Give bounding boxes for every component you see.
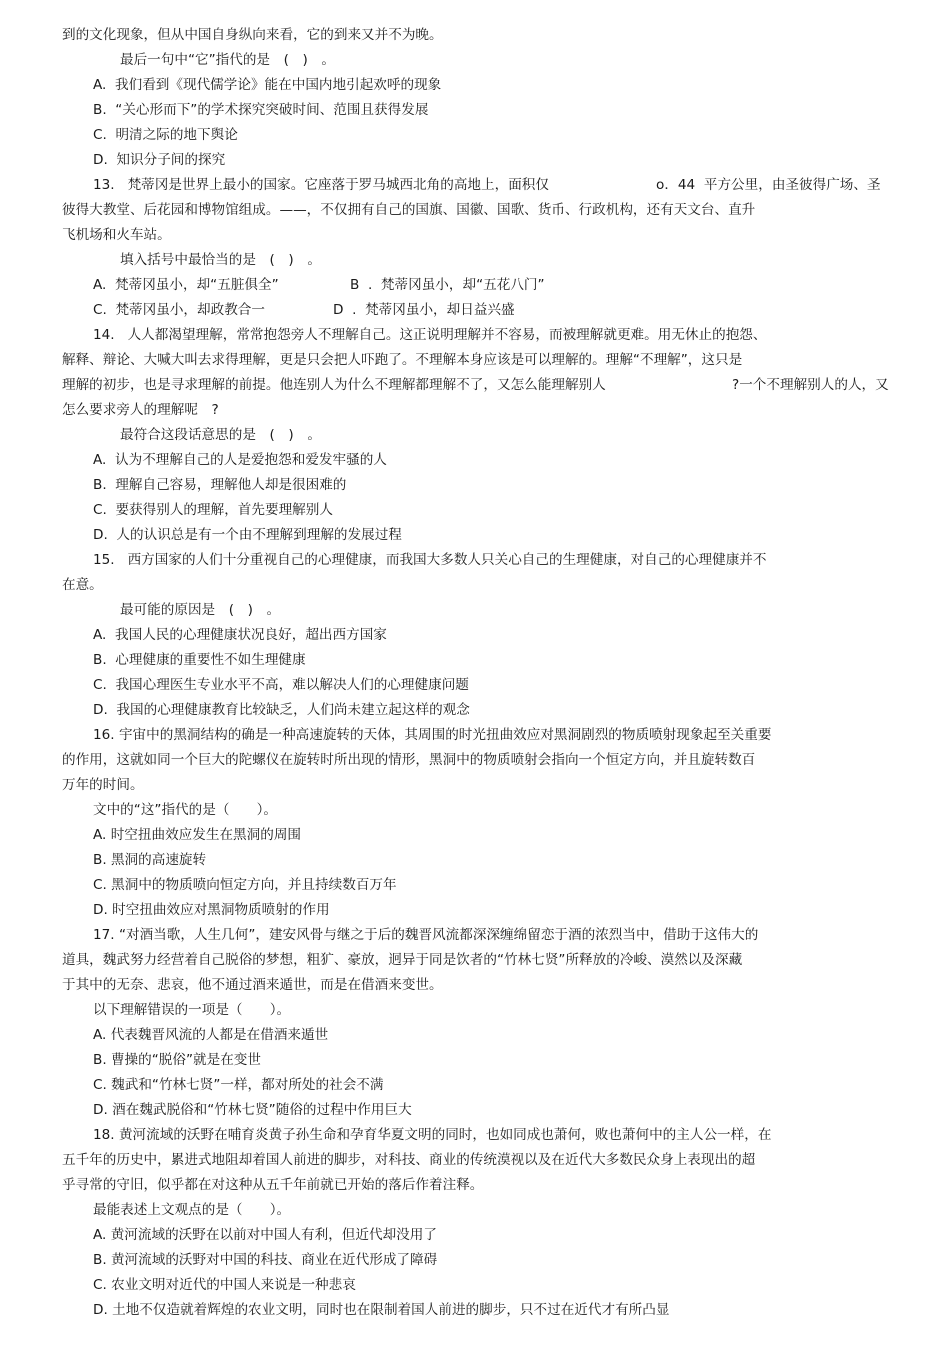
question-13-line: 13. 梵蒂冈是世界上最小的国家。它座落于罗马城西北角的高地上，面积仅: [93, 177, 549, 193]
option-d: D. 酒在魏武脱俗和“竹林七贤”随俗的过程中作用巨大: [93, 1102, 412, 1118]
question-prompt: 最能表述上文观点的是（ ）。: [93, 1202, 291, 1218]
option-b: B. 黑洞的高速旋转: [93, 852, 207, 868]
option-b: B. 黄河流域的沃野对中国的科技、商业在近代形成了障碍: [93, 1252, 438, 1268]
paragraph-line: 理解的初步，也是寻求理解的前提。他连别人为什么不理解都理解不了，又怎么能理解别人: [62, 377, 606, 393]
paragraph-line: 五千年的历史中，累进式地阻却着国人前进的脚步，对科技、商业的传统漠视以及在近代大多数民众身上表现出的超: [62, 1152, 756, 1168]
paragraph-line: 解释、辩论、大喊大叫去求得理解，更是只会把人吓跑了。不理解本身应该是可以理解的。理解“不理解”，这只是: [62, 352, 743, 368]
option-c: C. 梵蒂冈虽小，却政教合一: [93, 302, 265, 318]
option-d: D. 知识分子间的探究: [93, 152, 226, 168]
question-14-line: 14. 人人都渴望理解，常常抱怨旁人不理解自己。这正说明理解并不容易，而被理解就更难。用无休止的抱怨、: [93, 327, 767, 343]
option-a: A. 我们看到《现代儒学论》能在中国内地引起欢呼的现象: [93, 77, 442, 93]
paragraph-line: 万年的时间。: [62, 777, 144, 793]
paragraph-line: 飞机场和火车站。: [62, 227, 171, 243]
question-prompt: 以下理解错误的一项是（ ）。: [93, 1002, 291, 1018]
paragraph-line: 的作用，这就如同一个巨大的陀螺仪在旋转时所出现的情形，黑洞中的物质喷射会指向一个恒定方向，并且旋转数百: [62, 752, 756, 768]
option-a: A. 代表魏晋风流的人都是在借酒来遁世: [93, 1027, 329, 1043]
question-prompt: 最符合这段话意思的是 ( ) 。: [120, 427, 321, 443]
question-prompt: 填入括号中最恰当的是 ( ) 。: [120, 252, 321, 268]
option-d: D. 我国的心理健康教育比较缺乏，人们尚未建立起这样的观念: [93, 702, 470, 718]
question-18-line: 18. 黄河流域的沃野在哺育炎黄子孙生命和孕育华夏文明的同时，也如同成也萧何，败也萧何中的主人公一样，在: [93, 1127, 772, 1143]
option-c: C. 农业文明对近代的中国人来说是一种悲哀: [93, 1277, 356, 1293]
option-c: C. 黑洞中的物质喷向恒定方向，并且持续数百万年: [93, 877, 397, 893]
paragraph-line: 到的文化现象，但从中国自身纵向来看，它的到来又并不为晚。: [62, 27, 443, 43]
question-16-line: 16. 宇宙中的黑洞结构的确是一种高速旋转的天体，其周围的时光扭曲效应对黑洞剧烈的物质喷射现象起至关重要: [93, 727, 772, 743]
paragraph-line: 怎么要求旁人的理解呢 ?: [62, 402, 219, 418]
paragraph-line: 彼得大教堂、后花园和博物馆组成。——，不仅拥有自己的国旗、国徽、国歌、货币、行政机构，还有天文台、直升: [62, 202, 756, 218]
option-d: D. 土地不仅造就着辉煌的农业文明，同时也在限制着国人前进的脚步，只不过在近代才有所凸显: [93, 1302, 670, 1318]
option-a: A. 梵蒂冈虽小，却“五脏俱全”: [93, 277, 279, 293]
option-c: C. 要获得别人的理解，首先要理解别人: [93, 502, 333, 518]
option-d: D. 人的认识总是有一个由不理解到理解的发展过程: [93, 527, 402, 543]
paragraph-line-tail: ?一个不理解别人的人，又: [732, 377, 889, 393]
option-a: A. 认为不理解自己的人是爱抱怨和爱发牢骚的人: [93, 452, 387, 468]
question-prompt: 文中的“这”指代的是（ ）。: [93, 802, 278, 818]
option-c: C. 我国心理医生专业水平不高，难以解决人们的心理健康问题: [93, 677, 469, 693]
question-13-line-tail: o．44 平方公里，由圣彼得广场、圣: [656, 177, 881, 193]
option-c: C. 魏武和“竹林七贤”一样，都对所处的社会不满: [93, 1077, 384, 1093]
question-17-line: 17. “对酒当歌，人生几何”，建安风骨与继之于后的魏晋风流都深深缠绵留恋于酒的浓烈当中，借助于这伟大的: [93, 927, 759, 943]
option-a: A. 我国人民的心理健康状况良好，超出西方国家: [93, 627, 387, 643]
option-b: B. 曹操的“脱俗”就是在变世: [93, 1052, 261, 1068]
question-15-line: 15. 西方国家的人们十分重视自己的心理健康，而我国大多数人只关心自己的生理健康，对自己的心理健康并不: [93, 552, 767, 568]
paragraph-line: 道具，魏武努力经营着自己脱俗的梦想，粗犷、豪放，迥异于同是饮者的“竹林七贤”所释放的冷峻、漠然以及深藏: [62, 952, 743, 968]
question-prompt: 最后一句中“它”指代的是 ( ) 。: [120, 52, 336, 68]
paragraph-line: 在意。: [62, 577, 103, 593]
option-b: B. 心理健康的重要性不如生理健康: [93, 652, 306, 668]
option-b: B. 理解自己容易，理解他人却是很困难的: [93, 477, 347, 493]
option-a: A. 黄河流域的沃野在以前对中国人有利，但近代却没用了: [93, 1227, 437, 1243]
option-a: A. 时空扭曲效应发生在黑洞的周围: [93, 827, 302, 843]
option-b: B . 梵蒂冈虽小，却“五花八门”: [350, 277, 545, 293]
question-prompt: 最可能的原因是 ( ) 。: [120, 602, 281, 618]
option-b: B. “关心形而下”的学术探究突破时间、范围且获得发展: [93, 102, 429, 118]
option-d: D. 时空扭曲效应对黑洞物质喷射的作用: [93, 902, 330, 918]
paragraph-line: 于其中的无奈、悲哀，他不通过酒来遁世，而是在借酒来变世。: [62, 977, 443, 993]
paragraph-line: 乎寻常的守旧，似乎都在对这种从五千年前就已开始的落后作着注释。: [62, 1177, 484, 1193]
option-c: C. 明清之际的地下舆论: [93, 127, 238, 143]
option-d: D . 梵蒂冈虽小，却日益兴盛: [333, 302, 515, 318]
